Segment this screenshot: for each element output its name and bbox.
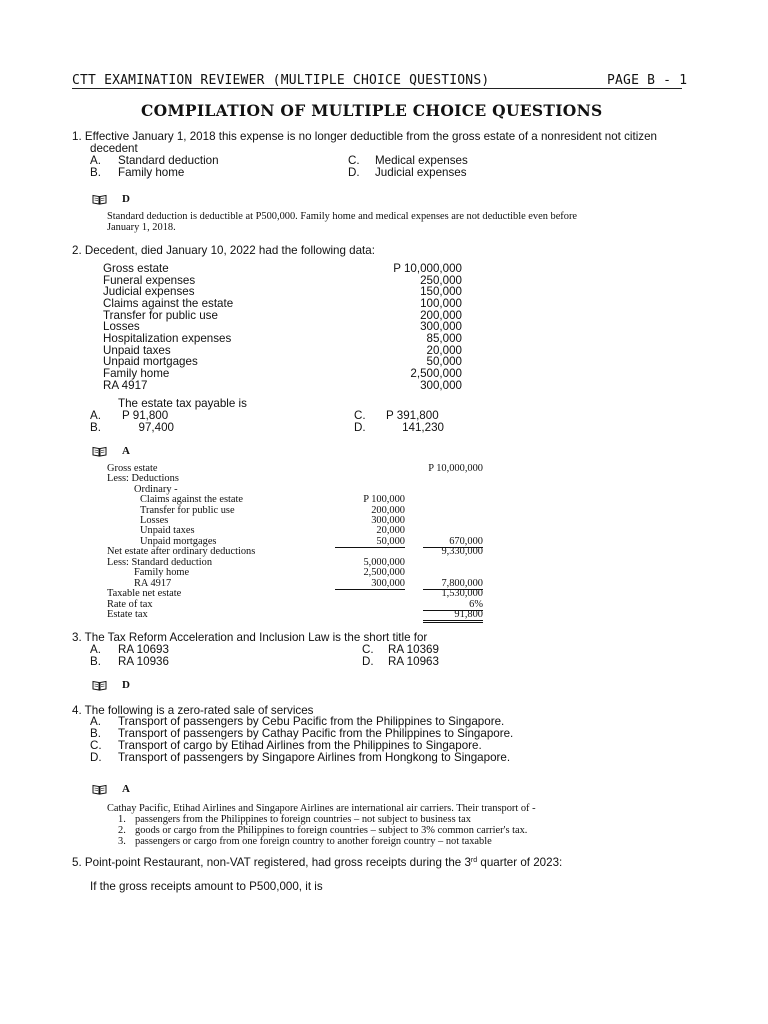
q1-choice-text: Judicial expenses	[375, 166, 467, 179]
solution-value: 50,000	[335, 536, 405, 548]
q4-choice-letter: B.	[90, 727, 101, 740]
header-title: CTT EXAMINATION REVIEWER (MULTIPLE CHOICE QUESTIONS)	[72, 73, 490, 88]
q1-choice-letter: B.	[90, 166, 101, 179]
solution-label: Claims against the estate	[140, 494, 244, 505]
solution-label: Losses	[140, 515, 169, 526]
q2-choice-text: P 91,800	[122, 409, 169, 422]
q2-item-label: Losses	[103, 320, 140, 333]
q4-choice-letter: C.	[90, 739, 102, 752]
solution-label: Unpaid taxes	[140, 525, 195, 536]
q2-item-value: 2,500,000	[410, 367, 462, 380]
q5-question: If the gross receipts amount to P500,000, it is	[90, 880, 323, 893]
q4-point-text: goods or cargo from the Philippines to foreign countries – subject to 3% common carrier's tax.	[135, 825, 528, 836]
q3-stem: 3. The Tax Reform Acceleration and Inclusion Law is the short title for	[72, 631, 428, 644]
q5-stem-text: 5. Point-point Restaurant, non-VAT registered, had gross receipts during the 3	[72, 856, 471, 869]
header-rule	[72, 88, 682, 89]
solution-label: Less: Standard deduction	[107, 557, 213, 568]
q1-stem-line1: 1. Effective January 1, 2018 this expense is no longer deductible from the gross estate of a nonresident not citizen	[72, 130, 657, 143]
q4-point-text: passengers from the Philippines to foreign countries – not subject to business tax	[135, 814, 471, 825]
q1-explanation-line2: January 1, 2018.	[107, 222, 176, 233]
q5-stem-superscript: rd	[470, 857, 478, 864]
q2-item-value: P 10,000,000	[393, 262, 462, 275]
q1-choice-text: Medical expenses	[375, 154, 468, 167]
q4-choice-text: Transport of passengers by Cebu Pacific from the Philippines to Singapore.	[118, 715, 505, 728]
open-book-icon	[92, 784, 107, 795]
q3-choice-letter: D.	[362, 655, 374, 668]
q4-answer: A	[122, 783, 130, 795]
q4-choice-letter: A.	[90, 715, 101, 728]
open-book-icon	[92, 680, 107, 691]
q1-explanation-line1: Standard deduction is deductible at P500,000. Family home and medical expenses are not deductible even before	[107, 211, 578, 222]
q2-item-label: Family home	[103, 367, 170, 380]
q2-item-value: 100,000	[420, 297, 462, 310]
solution-value: 200,000	[371, 505, 405, 516]
solution-label: RA 4917	[134, 578, 172, 589]
q2-item-value: 85,000	[426, 332, 462, 345]
q3-choice-text: RA 10369	[388, 643, 439, 656]
solution-total: 9,330,000	[441, 546, 483, 557]
q2-choice-text: P 391,800	[386, 409, 439, 422]
q2-choice-text: 97,400	[138, 421, 174, 434]
q2-choice-letter: D.	[354, 421, 366, 434]
q2-item-label: Claims against the estate	[103, 297, 234, 310]
q3-choice-letter: A.	[90, 643, 101, 656]
q4-point-number: 3.	[118, 836, 126, 847]
q4-choice-text: Transport of cargo by Etihad Airlines from the Philippines to Singapore.	[118, 739, 482, 752]
q3-choice-letter: B.	[90, 655, 101, 668]
q3-choice-text: RA 10693	[118, 643, 169, 656]
q2-choice-text: 141,230	[402, 421, 444, 434]
q2-item-label: Hospitalization expenses	[103, 332, 232, 345]
q1-choice-text: Family home	[118, 166, 185, 179]
q3-choice-text: RA 10936	[118, 655, 169, 668]
solution-total: P 10,000,000	[428, 463, 483, 474]
q4-explanation: Cathay Pacific, Etihad Airlines and Singapore Airlines are international air carriers. Their transport of -	[107, 803, 536, 814]
q4-choice-text: Transport of passengers by Singapore Airlines from Hongkong to Singapore.	[118, 751, 511, 764]
solution-total: 7,800,000	[423, 578, 483, 590]
page-number: PAGE B - 1	[607, 73, 688, 88]
solution-value: 2,500,000	[363, 567, 405, 578]
solution-label: Estate tax	[107, 609, 148, 620]
page-title: COMPILATION OF MULTIPLE CHOICE QUESTIONS	[141, 101, 603, 120]
open-book-icon	[92, 194, 107, 205]
q2-item-value: 20,000	[426, 344, 462, 357]
q1-choice-text: Standard deduction	[118, 154, 219, 167]
q2-item-label: Unpaid taxes	[103, 344, 171, 357]
q2-item-label: Gross estate	[103, 262, 169, 275]
solution-label: Transfer for public use	[140, 505, 235, 516]
q1-stem-line2: decedent	[90, 142, 138, 155]
solution-total: 670,000	[423, 536, 483, 548]
q2-item-value: 250,000	[420, 274, 462, 287]
open-book-icon	[92, 446, 107, 457]
q4-point-number: 2.	[118, 825, 126, 836]
q2-choice-letter: C.	[354, 409, 366, 422]
solution-label: Gross estate	[107, 463, 158, 474]
solution-label: Less: Deductions	[107, 473, 179, 484]
q4-point-number: 1.	[118, 814, 126, 825]
q1-choice-letter: D.	[348, 166, 360, 179]
q1-choice-letter: A.	[90, 154, 101, 167]
solution-value: 300,000	[335, 578, 405, 590]
q2-item-value: 300,000	[420, 379, 462, 392]
q4-choice-text: Transport of passengers by Cathay Pacific from the Philippines to Singapore.	[118, 727, 514, 740]
solution-label: Ordinary -	[134, 484, 178, 495]
q2-question: The estate tax payable is	[118, 397, 247, 410]
solution-value: P 100,000	[363, 494, 405, 505]
q2-item-label: Funeral expenses	[103, 274, 196, 287]
q3-answer: D	[122, 679, 130, 691]
q2-stem: 2. Decedent, died January 10, 2022 had the following data:	[72, 244, 375, 257]
q2-item-label: Judicial expenses	[103, 285, 195, 298]
q2-choice-letter: A.	[90, 409, 101, 422]
q5-stem	[72, 857, 562, 869]
q4-stem: 4. The following is a zero-rated sale of services	[72, 704, 314, 717]
q2-item-label: Unpaid mortgages	[103, 355, 198, 368]
solution-label: Net estate after ordinary deductions	[107, 546, 256, 557]
solution-label: Family home	[134, 567, 190, 578]
q2-item-label: RA 4917	[103, 379, 148, 392]
solution-label: Unpaid mortgages	[140, 536, 217, 547]
q2-item-value: 300,000	[420, 320, 462, 333]
q2-item-value: 50,000	[426, 355, 462, 368]
solution-value: 20,000	[376, 525, 405, 536]
q1-answer: D	[122, 193, 130, 205]
solution-value: 300,000	[371, 515, 405, 526]
q2-item-label: Transfer for public use	[103, 309, 218, 322]
solution-value: 5,000,000	[363, 557, 405, 568]
solution-label: Rate of tax	[107, 599, 153, 610]
solution-total: 6%	[423, 599, 483, 611]
q2-item-value: 200,000	[420, 309, 462, 322]
q5-stem-text-end: quarter of 2023:	[477, 856, 563, 869]
q4-point-text: passengers or cargo from one foreign country to another foreign country – not taxable	[135, 836, 492, 847]
q2-answer: A	[122, 445, 130, 457]
q2-item-value: 150,000	[420, 285, 462, 298]
q2-choice-letter: B.	[90, 421, 101, 434]
q4-choice-letter: D.	[90, 751, 102, 764]
solution-total: 1,530,000	[441, 588, 483, 599]
solution-total: 91,800	[423, 609, 483, 623]
q1-choice-letter: C.	[348, 154, 360, 167]
q3-choice-letter: C.	[362, 643, 374, 656]
q3-choice-text: RA 10963	[388, 655, 439, 668]
solution-label: Taxable net estate	[107, 588, 182, 599]
